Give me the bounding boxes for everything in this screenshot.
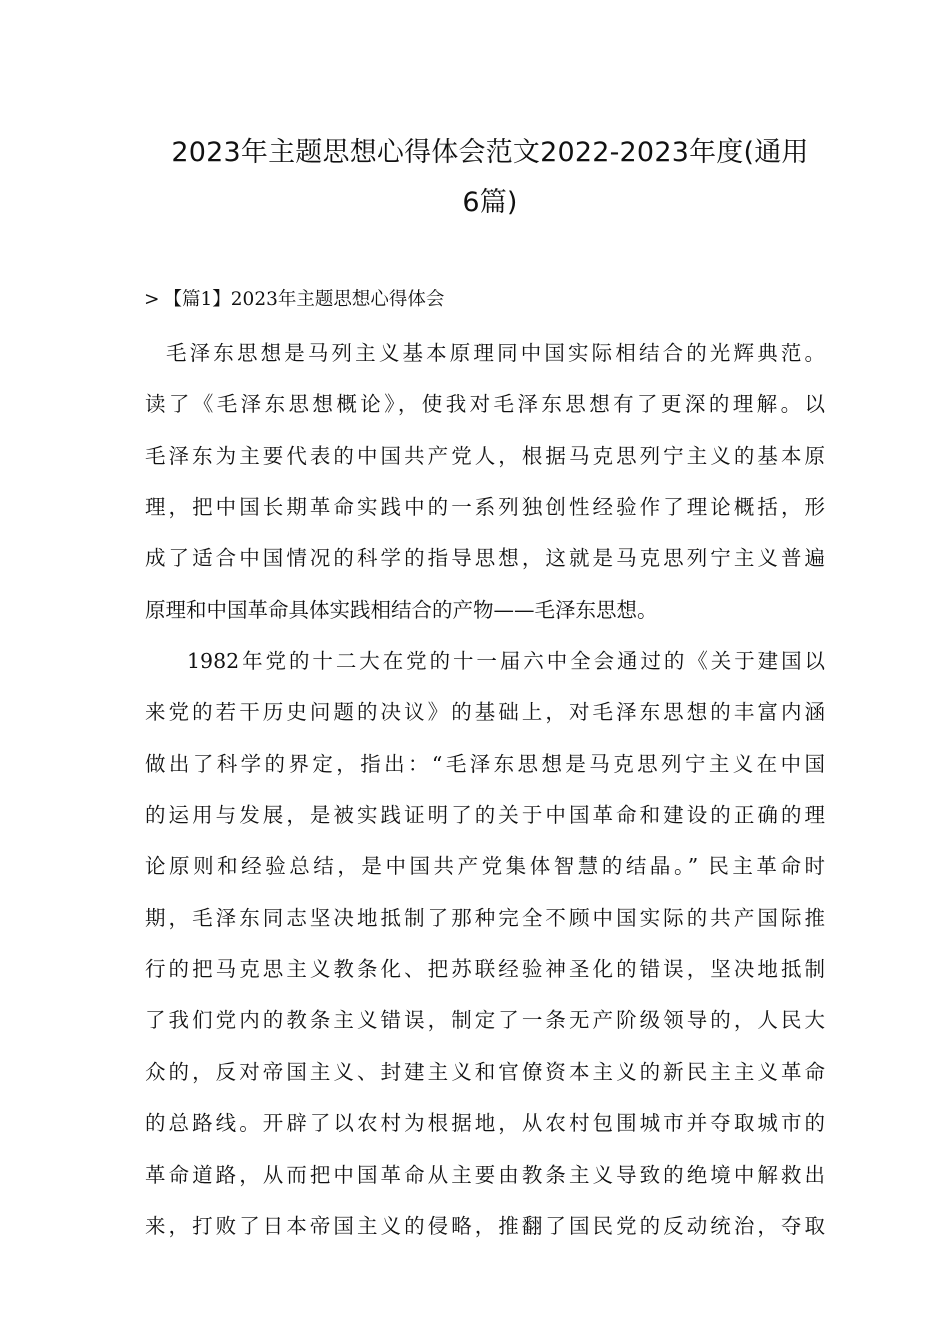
body-line: 论原则和经验总结，是中国共产党集体智慧的结晶。” 民主革命时	[145, 854, 825, 879]
body-line: 的总路线。开辟了以农村为根据地，从农村包围城市并夺取城市的	[145, 1111, 825, 1136]
body-line: 期，毛泽东同志坚决地抵制了那种完全不顾中国实际的共产国际推	[145, 905, 825, 930]
body-line: 来，打败了日本帝国主义的侵略，推翻了国民党的反动统治，夺取	[145, 1213, 825, 1238]
body-line: 做出了科学的界定，指出：“毛泽东思想是马克思列宁主义在中国	[145, 751, 825, 776]
document-body	[145, 338, 825, 1262]
section-heading-text: 【篇1】2023年主题思想心得体会	[163, 289, 445, 310]
body-line: 读了《毛泽东思想概论》，使我对毛泽东思想有了更深的理解。以	[145, 392, 825, 417]
body-line: 了我们党内的教条主义错误，制定了一条无产阶级领导的，人民大	[145, 1008, 825, 1033]
body-line: 理，把中国长期革命实践中的一系列独创性经验作了理论概括，形	[145, 495, 825, 520]
body-line: 来党的若干历史问题的决议》的基础上，对毛泽东思想的丰富内涵	[145, 700, 825, 725]
body-line: 众的，反对帝国主义、封建主义和官僚资本主义的新民主主义革命	[145, 1059, 825, 1084]
body-line: 的运用与发展，是被实践证明了的关于中国革命和建设的正确的理	[145, 803, 825, 828]
section-marker: >	[144, 289, 160, 310]
body-line: 革命道路，从而把中国革命从主要由教条主义导致的绝境中解救出	[145, 1162, 825, 1187]
body-line: 行的把马克思主义教条化、把苏联经验神圣化的错误，坚决地抵制	[145, 957, 825, 982]
body-line: 原理和中国革命具体实践相结合的产物——毛泽东思想。	[145, 597, 658, 622]
document-title	[150, 128, 830, 228]
document-title-line-2: 6篇)	[462, 187, 518, 218]
section-heading	[144, 286, 444, 314]
body-line: 毛泽东思想是马列主义基本原理同中国实际相结合的光辉典范。	[166, 341, 825, 365]
body-line: 成了适合中国情况的科学的指导思想，这就是马克思列宁主义普遍	[145, 546, 825, 571]
document-title-line-1: 2023年主题思想心得体会范文2022-2023年度(通用	[171, 137, 809, 168]
body-line: 1982年党的十二大在党的十一届六中全会通过的《关于建国以	[187, 649, 825, 674]
body-line: 毛泽东为主要代表的中国共产党人，根据马克思列宁主义的基本原	[145, 443, 825, 468]
